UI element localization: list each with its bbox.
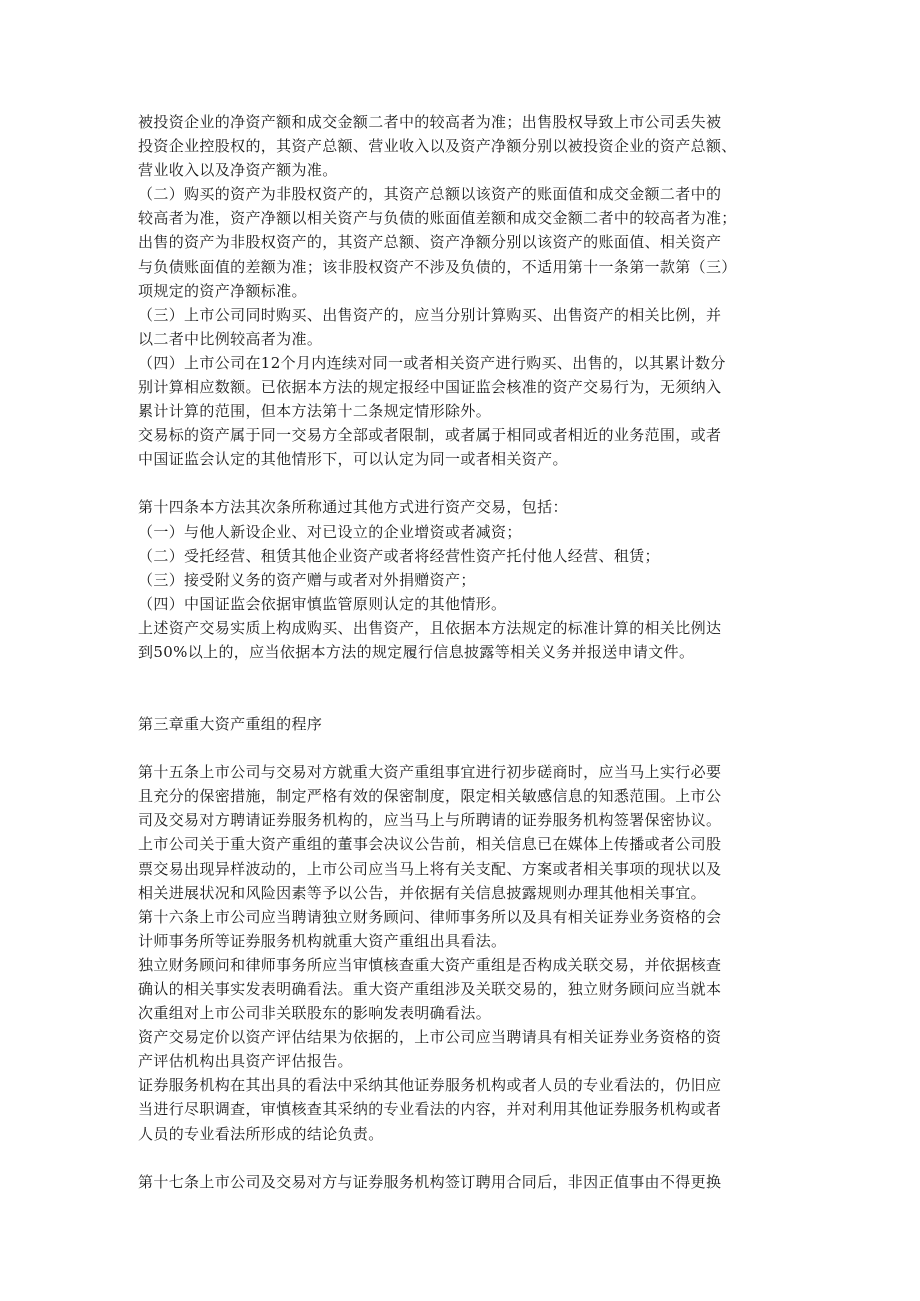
text-line: 产评估机构出具资产评估报告。 — [138, 1052, 353, 1071]
text-line: 资产交易定价以资产评估结果为依据的，上市公司应当聘请具有相关证券业务资格的资 — [138, 1028, 722, 1047]
text-line: （四）上市公司在12个月内连续对同一或者相关资产进行购买、出售的，以其累计数分 — [138, 353, 726, 372]
text-line: 项规定的资产净额标准。 — [138, 281, 307, 300]
text-line: 被投资企业的净资产额和成交金额二者中的较高者为准；出售股权导致上市公司丢失被 — [138, 113, 722, 131]
text-line: 出售的资产为非股权资产的，其资产总额、资产净额分别以该资产的账面值、相关资产 — [138, 233, 722, 252]
paragraph-block-article-17 — [138, 1170, 788, 1194]
text-line: 交易标的资产属于同一交易方全部或者限制，或者属于相同或者相近的业务范围，或者 — [138, 426, 722, 445]
text-line: （一）与他人新设企业、对已设立的企业增资或者减资； — [138, 522, 522, 541]
text-line: 别计算相应数额。已依据本方法的规定报经中国证监会核准的资产交易行为，无须纳入 — [138, 378, 722, 397]
text-line: 第十五条上市公司与交易对方就重大资产重组事宜进行初步磋商时，应当马上实行必要 — [138, 763, 722, 782]
text-line: 相关进展状况和风险因素等予以公告，并依据有关信息披露规则办理其他相关事宜。 — [138, 883, 706, 902]
text-line: 到50%以上的，应当依据本方法的规定履行信息披露等相关义务并报送申请文件。 — [138, 642, 695, 661]
text-line: 较高者为准，资产净额以相关资产与负债的账面值差额和成交金额二者中的较高者为准； — [138, 209, 737, 228]
text-line: 独立财务顾问和律师事务所应当审慎核查重大资产重组是否构成关联交易，并依据核查 — [138, 955, 722, 974]
text-line: 人员的专业看法所形成的结论负责。 — [138, 1124, 384, 1143]
text-line: （四）中国证监会依据审慎监管原则认定的其他情形。 — [138, 594, 507, 613]
text-line: 投资企业控股权的，其资产总额、营业收入以及资产净额分别以被投资企业的资产总额、 — [138, 137, 737, 156]
text-line: 次重组对上市公司非关联股东的影响发表明确看法。 — [138, 1004, 492, 1023]
spacer — [138, 1146, 788, 1170]
document-page — [138, 110, 788, 1194]
text-line: 以二者中比例较高者为准。 — [138, 329, 323, 348]
spacer — [138, 664, 788, 712]
text-line: 确认的相关事实发表明确看法。重大资产重组涉及关联交易的，独立财务顾问应当就本 — [138, 980, 722, 998]
text-line: 且充分的保密措施，制定严格有效的保密制度，限定相关敏感信息的知悉范围。上市公 — [138, 787, 722, 806]
text-line: 第十六条上市公司应当聘请独立财务顾问、律师事务所以及具有相关证券业务资格的会 — [138, 907, 722, 926]
text-line: 营业收入以及净资产额为准。 — [138, 161, 338, 180]
text-line: （二）购买的资产为非股权资产的，其资产总额以该资产的账面值和成交金额二者中的 — [138, 185, 722, 204]
chapter-title: 第三章重大资产重组的程序 — [138, 715, 323, 734]
text-line: 上述资产交易实质上构成购买、出售资产，且依据本方法规定的标准计算的相关比例达 — [138, 618, 722, 637]
text-line: 累计计算的范围，但本方法第十二条规定情形除外。 — [138, 402, 492, 421]
text-line: 司及交易对方聘请证券服务机构的，应当马上与所聘请的证券服务机构签署保密协议。 — [138, 811, 722, 830]
text-line: 与负债账面值的差额为准；该非股权资产不涉及负债的，不适用第十一条第一款第（三） — [138, 257, 737, 276]
text-line: 当进行尽职调查，审慎核查其采纳的专业看法的内容，并对利用其他证券服务机构或者 — [138, 1100, 722, 1119]
text-line: 票交易出现异样波动的，上市公司应当马上将有关支配、方案或者相关事项的现状以及 — [138, 859, 722, 878]
text-line: （三）上市公司同时购买、出售资产的，应当分别计算购买、出售资产的相关比例，并 — [138, 305, 722, 324]
spacer — [138, 736, 788, 760]
text-line: 中国证监会认定的其他情形下，可以认定为同一或者相关资产。 — [138, 450, 568, 469]
text-line: 上市公司关于重大资产重组的董事会决议公告前，相关信息已在媒体上传播或者公司股 — [138, 835, 722, 854]
text-line: 第十四条本方法其次条所称通过其他方式进行资产交易，包括： — [138, 498, 568, 517]
paragraph-block-article-14 — [138, 495, 788, 664]
text-line: （三）接受附义务的资产赠与或者对外捐赠资产； — [138, 570, 476, 589]
text-line: 第十七条上市公司及交易对方与证券服务机构签订聘用合同后，非因正值事由不得更换 — [138, 1172, 722, 1191]
text-line: 证券服务机构在其出具的看法中采纳其他证券服务机构或者人员的专业看法的，仍旧应 — [138, 1076, 722, 1095]
paragraph-block-asset-calculation — [138, 110, 788, 471]
text-line: 计师事务所等证券服务机构就重大资产重组出具看法。 — [138, 931, 507, 950]
paragraph-block-chapter-3 — [138, 760, 788, 1146]
text-line: （二）受托经营、租赁其他企业资产或者将经营性资产托付他人经营、租赁； — [138, 546, 660, 565]
spacer — [138, 471, 788, 495]
